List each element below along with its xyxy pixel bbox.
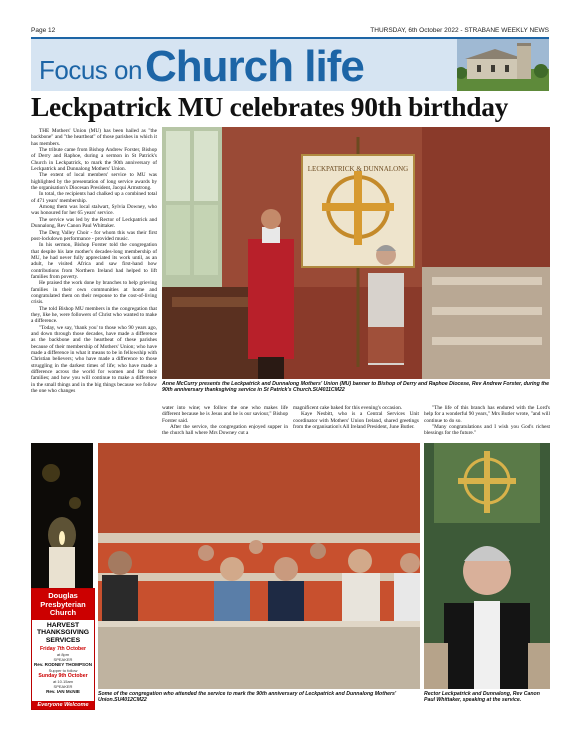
paragraph: The told Bishop MU members in the congregation that they, like he, were followers of Christ who wanted to make a difference. — [31, 305, 157, 325]
paragraph: "The life of this branch has endured with the Lord's help for a wonderful 90 years," Mrs Butler wrote, "and will continue to do so. — [424, 405, 550, 424]
ad-speaker-2-label: SPEAKER — [53, 683, 73, 689]
congregation-photo — [98, 443, 420, 689]
section-banner — [31, 37, 549, 91]
article-column-1 — [31, 128, 157, 436]
ad-speaker-2: Rev. IAN McNIE — [46, 688, 80, 694]
paragraph: In his sermon, Bishop Forster told the congregation that despite his late mother's decades-long membership of MU, he had never fully appreciated its work until, as an adult, he visited Africa and saw first-hand how contributions from Northern Ireland had helped to lift families from poverty. — [31, 242, 157, 280]
banner-focus-on: Focus on — [39, 55, 142, 85]
paragraph: Kaye Nesbitt, who is a Central Services Unit coordinator with Mothers' Union Ireland, shared greetings from the organisation's All Ireland President, June Butler. — [293, 411, 419, 431]
page-header — [31, 27, 549, 37]
caption-rector: Rector Leckpatrick and Dunnalong, Rev Canon Paul Whittaker, speaking at the service. — [424, 691, 540, 704]
ad-time-2: at 10.15am — [52, 678, 73, 684]
ad-church-name: Douglas Presbyterian Church — [32, 589, 94, 620]
paragraph: "Many congratulations and I wish you God's richest blessings for the future." — [424, 424, 550, 437]
paragraph: "Today, we say, 'thank you' to those who 90 years ago, and down through those decades, have made a difference as the backbone and the heartbeat of these parishes because of their membership of Mothers' Union; who have made a difference in what it means to be in fellowship with Christian believers; who have made a difference to those struggling in the darkest times of life; who have made a difference across the world for women and for their families; and how you will continue to make a difference in the small things and in the big things because we follow the one who changes — [31, 324, 157, 395]
paragraph: He praised the work done by branches to help grieving families in their own communities at home and congratulated them on their response to the cost-of-living crisis. — [31, 280, 157, 306]
banner-section-title: Church life — [145, 42, 364, 91]
paragraph: magnificent cake baked for this evening's occasion. — [293, 405, 403, 411]
paragraph: The tribute came from Bishop Andrew Forster, Bishop of Derry and Raphoe, during a sermon in St Patrick's Church in Leckpatrick, to mark the 90th anniversary of Leckpatrick and Dunnalong Mothers' Union. — [31, 147, 157, 173]
banner-label: LECKPATRICK & DUNNALONG — [307, 165, 409, 173]
candle-photo — [31, 443, 93, 588]
article-column-3 — [293, 405, 419, 439]
ad-date-1: Friday 7th October — [39, 646, 87, 652]
ad-note-1: Supper to follow — [48, 667, 78, 673]
dateline: THURSDAY, 6th October 2022 - STRABANE WEEKLY NEWS — [370, 27, 549, 34]
article-column-2 — [162, 405, 288, 439]
main-photo-banner-presentation — [162, 127, 550, 379]
paragraph: Among them was local stalwart, Sylvia Downey, who was honoured for her 65 years' service. — [31, 204, 157, 217]
church-illustration — [457, 39, 549, 91]
rector-photo — [424, 443, 550, 689]
paragraph: The extent of local members' service to MU was highlighted by the presentation of long service awards by the organisation's Diocesan President, Jacqui Armstrong. — [31, 172, 157, 192]
paragraph: The Derg Valley Choir - for whom this was their first post-lockdown performance - provided music. — [31, 229, 157, 242]
ad-footer: Everyone Welcome — [32, 701, 94, 709]
paragraph: THE Mothers' Union (MU) has been hailed as "the backbone" and "the heartbeat" of those parishes in which it has members. — [31, 128, 157, 147]
paragraph: In total, the recipients had chalked up a combined total of 471 years' membership. — [31, 191, 157, 204]
caption-congregation: Some of the congregation who attended the service to mark the 90th anniversary of Leckpatrick and Dunnalong Mothers' Union.SU4012CM22 — [98, 691, 397, 704]
article-column-4 — [424, 405, 550, 439]
headline: Leckpatrick MU celebrates 90th birthday — [31, 91, 509, 122]
page-number: Page 12 — [31, 27, 56, 34]
ad-speaker-1: Rev. RODNEY THOMPSON — [33, 662, 93, 667]
paragraph: The service was led by the Rector of Leckpatrick and Dunnalong, Rev Canon Paul Whittaker. — [31, 216, 157, 230]
caption-main-photo: Anne McCurry presents the Leckpatrick and Dunnalong Mothers' Union (MU) banner to Bishop of Derry and Raphoe Diocese, Rev Andrew Forster, during the 90th anniversary thanksgiving service in St Patrick's Church.SU4011CM22 — [162, 381, 549, 394]
ad-speaker-1-label: SPEAKER — [53, 657, 73, 662]
paragraph: After the service, the congregation enjoyed supper in the church hall where Mrs Downey cut a — [162, 424, 288, 437]
ad-time-1: at 8pm — [56, 652, 70, 657]
harvest-ad — [31, 588, 95, 710]
paragraph: water into wine; we follow the one who makes life different because he is Jesus and he is our saviour," Bishop Forster said. — [162, 405, 288, 424]
ad-event: HARVEST THANKSGIVING SERVICES — [36, 621, 90, 644]
ad-date-2: Sunday 9th October — [38, 672, 88, 679]
